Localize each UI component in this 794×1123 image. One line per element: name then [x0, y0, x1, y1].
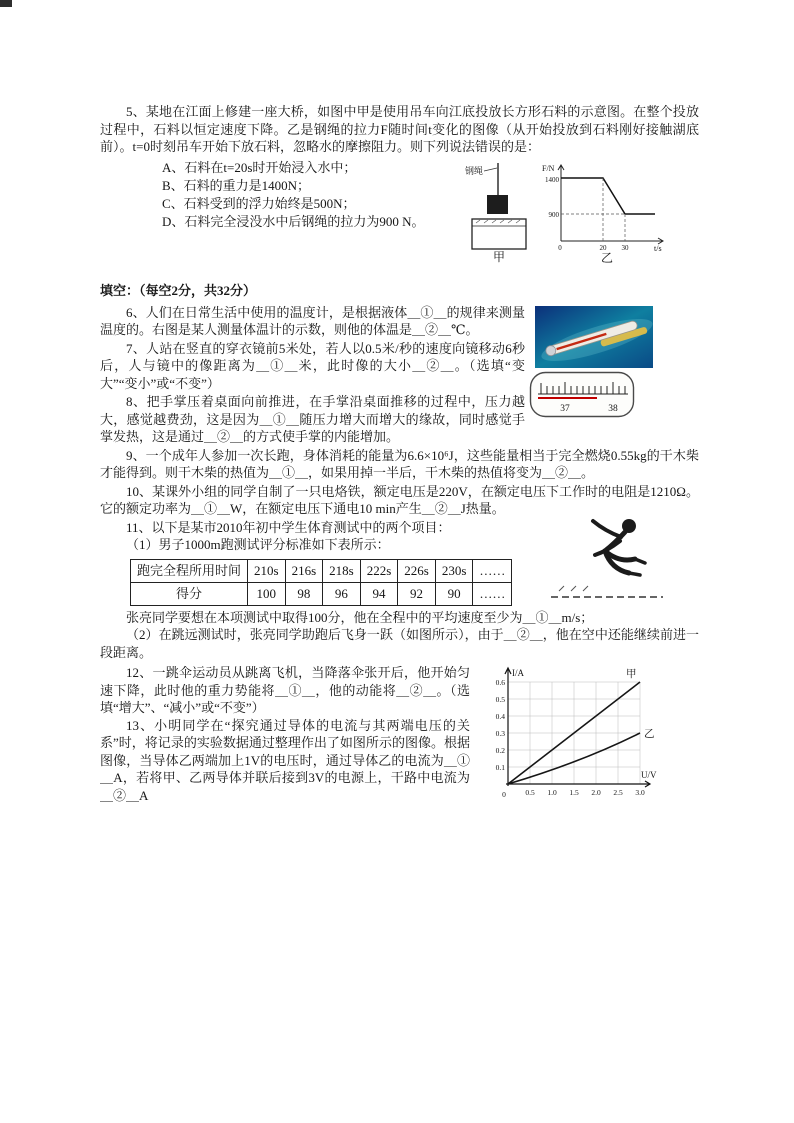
table-cell: 92: [398, 582, 436, 605]
table-cell: ……: [473, 559, 512, 582]
question-6-figure: [535, 306, 653, 419]
questions-12-13: [100, 664, 699, 804]
table-cell: 216s: [285, 559, 323, 582]
question-7-text: 7、人站在竖直的穿衣镜前5米处，若人以0.5米/秒的速度向镜移动6秒后，人与镜中的像距离为＿①＿米，此时像的大小＿②＿。（选填“变大”“变小”或“不变”）: [100, 340, 525, 391]
question-11-part2: （2）在跳远测试时，张亮同学助跑后飞身一跃（如图所示），由于＿②＿，他在空中还能继续前进一段距离。: [100, 627, 699, 660]
question-5-text: 5、某地在江面上修建一座大桥，如图中甲是使用吊车向江底投放长方形石料的示意图。在整个投放过程中，石料以恒定速度下降。乙是钢绳的拉力F随时间t变化的图像（从开始投放到石料刚好接触湖底前）。t=0时刻吊车开始下放石料，忽略水的摩擦阻力。则下列说法错误的是：: [100, 104, 699, 154]
line-jia-label: 甲: [626, 669, 637, 680]
f-low-tick: 900: [548, 211, 559, 219]
f-axis-label: F/N: [542, 164, 555, 173]
table-cell: 94: [360, 582, 398, 605]
table-cell: 96: [323, 582, 361, 605]
table-cell: 100: [248, 582, 286, 605]
table-cell: ……: [473, 582, 512, 605]
option-c: C、石料受到的浮力始终是500N；: [162, 195, 356, 211]
scale-38-label: 38: [608, 403, 618, 414]
u-tick: 0.5: [525, 788, 535, 797]
table-row: [131, 559, 512, 582]
question-5: [100, 103, 699, 263]
u-tick: 2.5: [613, 788, 623, 797]
question-9-text: 9、一个成年人参加一次长跑，身体消耗的能量为6.6×10⁶J，这些能量相当于完全燃烧0.55kg的干木柴才能得到。则干木柴的热值为＿①＿，如果用掉一半后，干木柴的热值将变为＿②＿。: [100, 447, 699, 480]
force-time-graph: [539, 161, 669, 263]
question-8-text: 8、把手掌压着桌面向前推进，在手掌沿桌面推移的过程中，压力越大，感觉越费劲，这是因为＿①＿随压力增大而增大的缘故，同时感觉手掌发热，这是通过＿②＿的方式使手掌的内能增加。: [100, 394, 525, 444]
i-tick: 0.4: [495, 712, 505, 721]
rope-label: 钢绳: [465, 166, 484, 176]
table-cell: 218s: [323, 559, 361, 582]
option-a: A、石料在t=20s时开始浸入水中；: [162, 159, 357, 175]
i-axis-label: I/A: [512, 668, 524, 678]
long-jump-figure: [541, 511, 669, 607]
table-cell: 222s: [360, 559, 398, 582]
i-tick: 0.5: [495, 695, 505, 704]
u-axis-label: U/V: [641, 770, 657, 780]
water-container: [472, 219, 526, 249]
table-cell: 226s: [398, 559, 436, 582]
questions-6-8: [100, 304, 699, 446]
score-table: [130, 559, 512, 606]
t30-tick: 30: [621, 244, 629, 252]
scan-artifact: [0, 0, 12, 7]
question-13-text: 13、小明同学在“探究通过导体的电流与其两端电压的关系”时，将记录的实验数据通过整理作出了如图所示的图像。根据图像，当导体乙两端加上1V的电压时，通过导体乙的电流为＿①＿A，若将甲、乙两导体并联后接到3V的电源上，干路中电流为＿②＿A: [100, 717, 470, 803]
iu-graph-figure: [478, 664, 663, 814]
table-cell: 98: [285, 582, 323, 605]
i-tick: 0.3: [495, 729, 505, 738]
table-cell: 210s: [248, 559, 286, 582]
long-jumper-sketch: [541, 511, 669, 607]
fill-in-header: 填空：（每空2分，共32分）: [100, 283, 257, 298]
stone-block: [487, 195, 508, 214]
question-5-figure: [463, 161, 669, 263]
iu-graph: [478, 664, 663, 814]
question-11-part1: （1）男子1000m跑测试评分标准如下表所示：: [126, 537, 390, 552]
i-tick: 0.6: [495, 678, 505, 687]
question-12-text: 12、一跳伞运动员从跳离飞机，当降落伞张开后，他开始匀速下降，此时他的重力势能将＿①＿，他的动能将＿②＿。（选填“增大”、“减小”或“不变”）: [100, 665, 470, 715]
t20-tick: 20: [599, 244, 607, 252]
u-tick: 1.5: [569, 788, 579, 797]
thermometer-scale-inset: [529, 371, 635, 419]
origin-tick: 0: [502, 790, 506, 799]
t-axis-label: t/s: [654, 244, 662, 253]
question-11-intro: 11、以下是某市2010年初中学生体育测试中的两个项目：: [126, 519, 451, 535]
option-b: B、石料的重力是1400N；: [162, 177, 311, 193]
scale-37-label: 37: [560, 403, 570, 414]
u-tick: 1.0: [547, 788, 557, 797]
table-header-cell: 得分: [131, 582, 248, 605]
question-5-options: [100, 159, 492, 231]
u-tick: 3.0: [635, 788, 645, 797]
figure-jia-caption: 甲: [492, 250, 506, 263]
line-yi-label: 乙: [644, 729, 655, 740]
i-tick: 0.1: [495, 763, 505, 772]
table-cell: 230s: [435, 559, 473, 582]
table-header-cell: 跑完全程所用时间: [131, 559, 248, 582]
u-tick: 2.0: [591, 788, 601, 797]
figure-yi-caption: 乙: [600, 251, 614, 263]
f-high-tick: 1400: [545, 176, 559, 184]
crane-stone-diagram: [463, 161, 533, 263]
question-11-after-table: 张亮同学要想在本项测试中取得100分，他在全程中的平均速度至少为＿①＿m/s；: [126, 609, 594, 625]
thermometer-photo: [535, 306, 653, 368]
question-10-text: 10、某课外小组的同学自制了一只电烙铁，额定电压是220V，在额定电压下工作时的电阻是1210Ω。它的额定功率为＿①＿W，在额定电压下通电10 min产生＿②＿J热量。: [100, 483, 699, 516]
question-6-text: 6、人们在日常生活中使用的温度计，是根据液体＿①＿的规律来测量温度的。右图是某人测量体温计的示数，则他的体温是＿②＿℃。: [100, 304, 525, 337]
question-11: [100, 519, 699, 662]
option-d: D、石料完全浸没水中后钢绳的拉力为900 N。: [162, 213, 425, 229]
t0-tick: 0: [558, 244, 562, 252]
table-row: [131, 582, 512, 605]
table-cell: 90: [435, 582, 473, 605]
i-tick: 0.2: [495, 746, 505, 755]
